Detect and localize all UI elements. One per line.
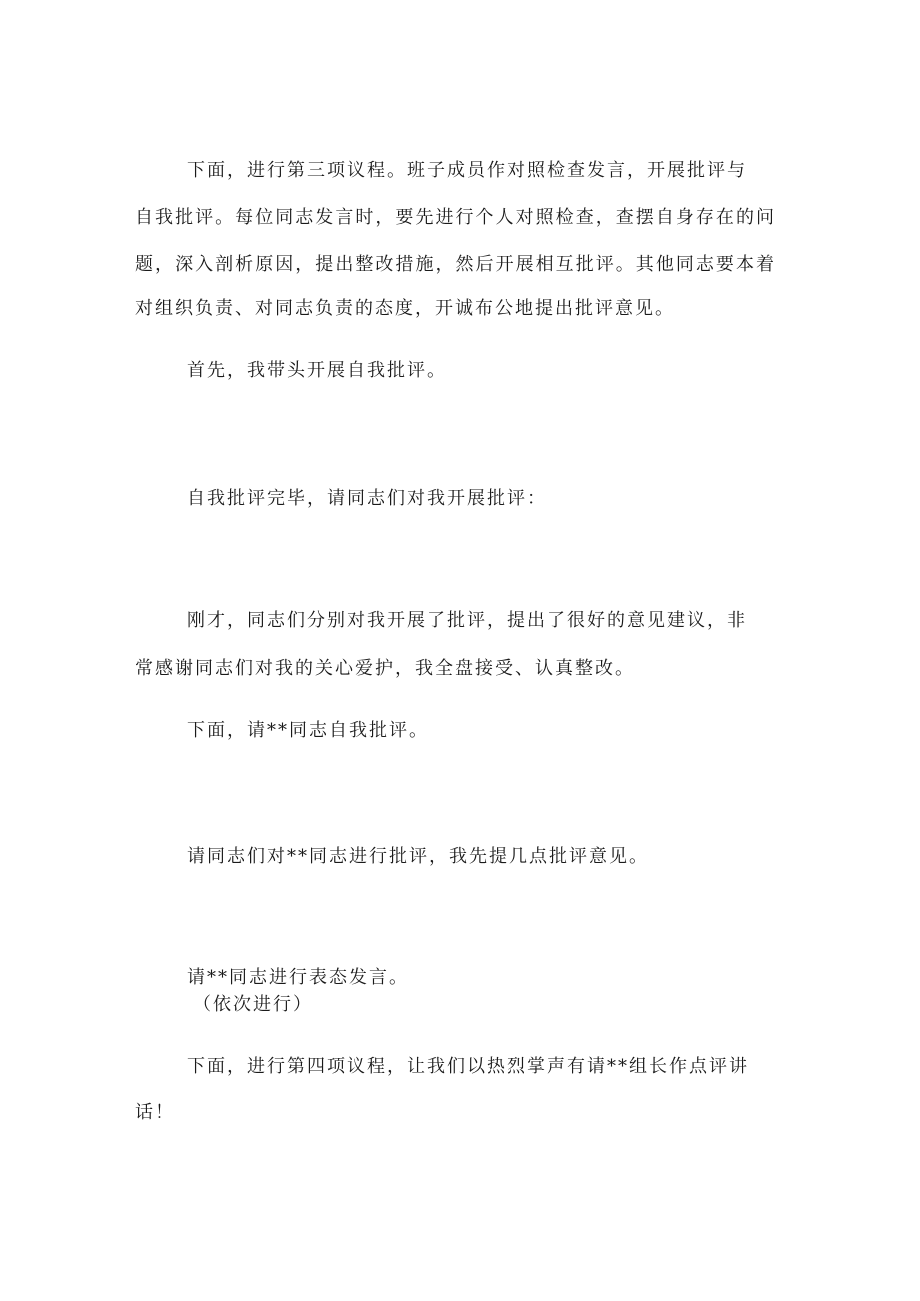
paragraph-statement: 请**同志进行表态发言。 <box>187 967 409 988</box>
paragraph-agenda-three-line-1: 下面，进行第三项议程。班子成员作对照检查发言，开展批评与 <box>187 160 747 181</box>
paragraph-in-turn-note: （依次进行） <box>193 994 313 1015</box>
paragraph-self-criticism-done: 自我批评完毕，请同志们对我开展批评： <box>187 488 547 509</box>
paragraph-agenda-three-line-2: 自我批评。每位同志发言时，要先进行个人对照检查，查摆自身存在的问 <box>135 207 776 228</box>
paragraph-agenda-three-line-4: 对组织负责、对同志负责的态度，开诚布公地提出批评意见。 <box>135 298 675 319</box>
paragraph-self-criticism-start: 首先，我带头开展自我批评。 <box>187 360 447 381</box>
paragraph-agenda-four-line-1: 下面，进行第四项议程，让我们以热烈掌声有请**组长作点评讲 <box>187 1056 749 1077</box>
paragraph-thanks-line-1: 刚才，同志们分别对我开展了批评，提出了很好的意见建议，非 <box>187 610 747 631</box>
paragraph-invite-self-criticism: 下面，请**同志自我批评。 <box>187 720 429 741</box>
paragraph-thanks-line-2: 常感谢同志们对我的关心爱护，我全盘接受、认真整改。 <box>135 658 635 679</box>
paragraph-agenda-four-line-2: 话！ <box>135 1102 175 1123</box>
paragraph-invite-criticism: 请同志们对**同志进行批评，我先提几点批评意见。 <box>187 846 649 867</box>
paragraph-agenda-three-line-3: 题，深入剖析原因，提出整改措施，然后开展相互批评。其他同志要本着 <box>135 254 776 275</box>
